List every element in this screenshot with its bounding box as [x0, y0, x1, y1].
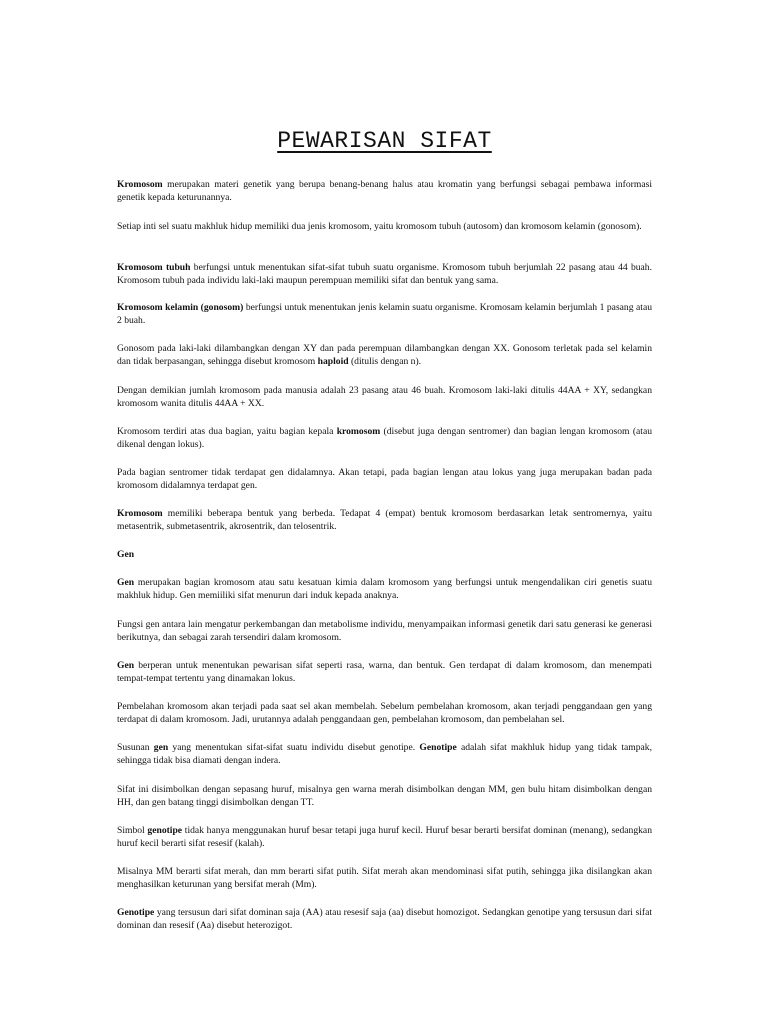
paragraph-18: [117, 906, 652, 932]
bold-term: kromosom: [336, 426, 381, 437]
paragraph-text: memiliki beberapa bentuk yang berbeda. Tedapat 4 (empat) bentuk kromosom berdasarkan letak sentromernya, yaitu metasentrik, submetasentrik, akrosentrik, dan telosentrik.: [117, 508, 652, 532]
bold-term: gen: [153, 742, 169, 753]
paragraph-text: tidak hanya menggunakan huruf besar tetapi juga huruf kecil. Huruf besar berarti bersifat dominan (menang), sedangkan huruf kecil berarti sifat resesif (kalah).: [117, 825, 652, 849]
paragraph-1: [117, 178, 652, 204]
heading-text: Gen: [117, 549, 135, 560]
paragraph-13: [117, 700, 652, 726]
paragraph-9: [117, 507, 652, 533]
paragraph-text: Dengan demikian jumlah kromosom pada manusia adalah 23 pasang atau 46 buah. Kromosom laki-laki ditulis 44AA + XY, sedangkan kromosom wanita ditulis 44AA + XX.: [117, 385, 652, 409]
paragraph-12: [117, 659, 652, 685]
paragraph-text: yang menentukan sifat-sifat suatu individu disebut genotipe.: [168, 742, 420, 753]
page-title: PEWARISAN SIFAT: [277, 128, 492, 154]
paragraph-text: Misalnya MM berarti sifat merah, dan mm berarti sifat putih. Sifat merah akan mendominasi sifat putih, sehingga jika disilangkan akan menghasilkan keturunan yang bersifat merah (Mm).: [117, 866, 652, 890]
paragraph-8: [117, 466, 652, 492]
paragraph-text: berfungsi untuk menentukan sifat-sifat tubuh suatu organisme. Kromosom tubuh berjumlah 22 pasang atau 44 buah. Kromosom tubuh pada individu laki-laki maupun perempuan memiliki sifat dan bentuk yang sama.: [117, 262, 653, 286]
paragraph-3: [117, 261, 652, 287]
paragraph-text: yang tersusun dari sifat dominan saja (AA) atau resesif saja (aa) disebut homozigot. Sedangkan genotipe yang tersusun dari sifat dominan dan resesif (Aa) disebut heterozigot.: [117, 907, 652, 931]
bold-term: Gen: [117, 660, 135, 671]
paragraph-text: Fungsi gen antara lain mengatur perkembangan dan metabolisme individu, menyampaikan informasi genetik dari satu generasi ke generasi berikutnya, dan sebagai zarah tersendiri dalam kromosom.: [117, 619, 652, 643]
paragraph-11: [117, 618, 652, 644]
bold-term: haploid: [317, 356, 349, 367]
bold-term: Gen: [117, 577, 135, 588]
paragraph-text: Pada bagian sentromer tidak terdapat gen didalamnya. Akan tetapi, pada bagian lengan atau lokus yang juga merupakan badan pada kromosom didalamnya terdapat gen.: [117, 467, 652, 491]
paragraph-5: [117, 342, 652, 368]
paragraph-16: [117, 824, 652, 850]
paragraph-10: [117, 576, 652, 602]
paragraph-text: (ditulis dengan n).: [348, 356, 422, 367]
paragraph-2: [117, 220, 652, 233]
paragraph-text: (disebut juga dengan sentromer) dan bagian lengan kromosom (atau dikenal dengan lokus).: [117, 426, 653, 450]
paragraph-15: [117, 783, 652, 809]
paragraph-6: [117, 384, 652, 410]
paragraph-text: merupakan bagian kromosom atau satu kesatuan kimia dalam kromosom yang berfungsi untuk mengendalikan ciri genetis suatu makhluk hidup. Gen memiiliki sifat menurun dari induk kepada anaknya.: [117, 577, 652, 601]
paragraph-text: Pembelahan kromosom akan terjadi pada saat sel akan membelah. Sebelum pembelahan kromosom, akan terjadi penggandaan gen yang terdapat di dalam kromosom. Jadi, urutannya adalah penggandaan gen, pembelahan kromosom, dan pembelahan sel.: [117, 701, 652, 725]
bold-term: Kromosom kelamin (gonosom): [117, 302, 244, 313]
paragraph-17: [117, 865, 652, 891]
section-heading-gen: [117, 548, 652, 561]
paragraph-text: Gonosom pada laki-laki dilambangkan dengan XY dan pada perempuan dilambangkan dengan XX. Gonosom terletak pada sel kelamin dan tidak berpasangan, sehingga disebut kromosom: [117, 343, 652, 367]
paragraph-text: Simbol: [117, 825, 148, 836]
paragraph-text: Setiap inti sel suatu makhluk hidup memiliki dua jenis kromosom, yaitu kromosom tubuh (autosom) dan kromosom kelamin (gonosom).: [117, 221, 642, 232]
paragraph-text: Kromosom terdiri atas dua bagian, yaitu bagian kepala: [117, 426, 337, 437]
bold-term: Genotipe: [419, 742, 457, 753]
paragraph-text: adalah sifat makhluk hidup yang tidak tampak, sehingga tidak bisa diamati dengan indera.: [117, 742, 652, 766]
paragraph-14: [117, 741, 652, 767]
paragraph-7: [117, 425, 652, 451]
paragraph-text: berfungsi untuk menentukan jenis kelamin suatu organisme. Kromosam kelamin berjumlah 1 pasang atau 2 buah.: [117, 302, 652, 326]
bold-term: Kromosom tubuh: [117, 262, 191, 273]
paragraph-text: merupakan materi genetik yang berupa benang-benang halus atau kromatin yang berfungsi sebagai pembawa informasi genetik kepada keturunannya.: [117, 179, 652, 203]
paragraph-text: berperan untuk menentukan pewarisan sifat seperti rasa, warna, dan bentuk. Gen terdapat di dalam kromosom, dan menempati tempat-tempat tertentu yang dinamakan lokus.: [117, 660, 652, 684]
bold-term: Kromosom: [117, 508, 163, 519]
paragraph-text: Sifat ini disimbolkan dengan sepasang huruf, misalnya gen warna merah disimbolkan dengan MM, gen bulu hitam disimbolkan dengan HH, dan gen batang tinggi disimbolkan dengan TT.: [117, 784, 652, 808]
paragraph-text: Susunan: [117, 742, 154, 753]
bold-term: genotipe: [147, 825, 183, 836]
bold-term: Kromosom: [117, 179, 163, 190]
paragraph-4: [117, 301, 652, 327]
bold-term: Genotipe: [117, 907, 155, 918]
